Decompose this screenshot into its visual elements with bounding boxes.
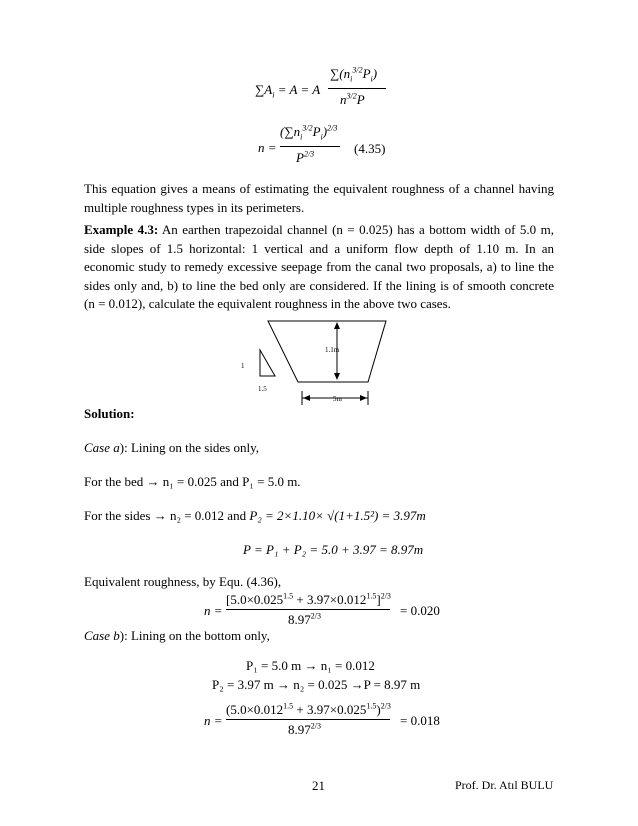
eq1-num-sup: 3/2 [352, 65, 363, 75]
eq-b-den-sup: 2/3 [310, 721, 321, 731]
equivalent-roughness-line: Equivalent roughness, by Equ. (4.36), [84, 574, 282, 589]
eq-a-denominator [288, 612, 321, 628]
eq-b-den: 8.97 [288, 722, 311, 737]
eq-b-mid: + 3.97×0.025 [293, 702, 367, 717]
slope-horizontal-label: 1.5 [258, 385, 267, 393]
eq-a-close: ] [376, 592, 381, 607]
eq-b-exp: 2/3 [380, 701, 391, 711]
eq1-num-psub: i [370, 74, 373, 84]
eq1-num-open: ∑(n [330, 66, 351, 81]
case-b-line [84, 628, 270, 644]
slope-vertical-label: 1 [241, 362, 245, 370]
eq2-fraction-bar [280, 146, 340, 147]
eq2-num-sub: i [300, 132, 303, 142]
eq-b-denominator [288, 722, 321, 738]
eq-a-den: 8.97 [288, 612, 311, 627]
eq2-num-psub: i [320, 132, 323, 142]
eq1-num-close: ) [372, 66, 378, 81]
solution-heading: Solution: [84, 406, 135, 421]
page-number: 21 [312, 778, 325, 793]
eq2-num-sup: 3/2 [302, 123, 313, 133]
eq-b-numerator [226, 702, 391, 718]
eq-a-result: = 0.020 [400, 603, 440, 618]
eq1-mid: = A = A [277, 82, 321, 97]
case-b-line1: P₁ = 5.0 m → n₁ = 0.012 [246, 658, 375, 673]
eq-b-lhs: n = [204, 713, 223, 728]
case-b-rest: ): Lining on the bottom only, [119, 628, 270, 643]
depth-arrow-head-bottom [334, 373, 340, 380]
paragraph-intro: This equation gives a means of estimating the equivalent roughness of a channel having multiple roughness types in its perimeters. [84, 181, 554, 215]
eq1-num-sub: i [350, 74, 353, 84]
eq-a-num: [5.0×0.025 [226, 592, 284, 607]
case-a-rest: ): Lining on the sides only, [119, 440, 260, 455]
eq-a-den-sup: 2/3 [310, 611, 321, 621]
eq-b-result: = 0.018 [400, 713, 440, 728]
sides-line [84, 508, 426, 524]
eq2-lhs: n = [258, 140, 277, 155]
eq1-lhs-sub: i [272, 90, 275, 100]
eq2-num-p: P [312, 124, 321, 139]
paragraph-example [84, 221, 554, 314]
eq1-denominator [340, 92, 365, 108]
eq2-num-open: (∑n [280, 124, 301, 139]
depth-arrow-head-top [334, 322, 340, 329]
eq1-lhs: ∑A [255, 82, 273, 97]
eq1-num-p: P [362, 66, 371, 81]
eq1-fraction-bar [328, 88, 386, 89]
eq2-den: P [296, 150, 304, 165]
example-body: An earthen trapezoidal channel (n = 0.025) has a bottom width of 5.0 m, side slopes of 1.5 horizontal: 1 vertical and a uniform flow depth of 1.10 m. In an economic study to remedy excessive seepage from the canal two proposals, a) to line the sides only and, b) to line the bed only are considered. If the lining is of smooth concrete (n = 0.012), calculate the equivalent roughness in the above two cases. [84, 222, 554, 311]
equation-number-4-35: (4.35) [354, 141, 386, 156]
slope-triangle [260, 350, 275, 376]
example-label: Example 4.3: [84, 222, 159, 237]
width-arrow-head-right [360, 395, 367, 401]
eq-a-mid: + 3.97×0.012 [293, 592, 367, 607]
case-a-label: Case a [84, 440, 120, 455]
eq2-denominator [296, 150, 314, 166]
equation-area-sum [255, 82, 320, 98]
case-b-label: Case b [84, 628, 120, 643]
eq-a-e2: 1.5 [366, 591, 377, 601]
sides-equation: P₂ = 2×1.10× √(1+1.5²) = 3.97m [249, 508, 426, 523]
eq1-den: n [340, 92, 347, 107]
eq2-num-close: ) [322, 124, 328, 139]
eq-a-exp: 2/3 [380, 591, 391, 601]
eq-a-numerator [226, 592, 391, 608]
bed-line: For the bed → n₁ = 0.025 and P₁ = 5.0 m. [84, 474, 301, 489]
depth-label: 1.1m [325, 346, 340, 354]
eq2-num-exp: 2/3 [327, 123, 338, 133]
width-label: 5m [333, 395, 342, 403]
eq-b-close: ) [376, 702, 381, 717]
eq-b-e1: 1.5 [283, 701, 294, 711]
sides-pre: For the sides → n₂ = 0.012 and [84, 508, 247, 523]
trapezoidal-channel-figure [230, 318, 400, 412]
eq-a-lhs: n = [204, 603, 223, 618]
eq-b-fraction-bar [226, 719, 390, 720]
case-a-line [84, 440, 259, 456]
eq1-den-p: P [356, 92, 365, 107]
eq-a-fraction-bar [226, 609, 390, 610]
eq-a-e1: 1.5 [283, 591, 294, 601]
eq-b-num: (5.0×0.012 [226, 702, 284, 717]
width-arrow-head-left [303, 395, 310, 401]
footer-author: Prof. Dr. Atıl BULU [455, 778, 554, 792]
perimeter-sum: P = P₁ + P₂ = 5.0 + 3.97 = 8.97m [243, 542, 424, 557]
eq2-den-sup: 2/3 [303, 149, 315, 159]
eq-b-e2: 1.5 [366, 701, 377, 711]
eq1-numerator [330, 66, 377, 82]
case-b-line2: P₂ = 3.97 m → n₂ = 0.025 →P = 8.97 m [212, 677, 421, 692]
eq1-den-sup: 3/2 [346, 91, 357, 101]
eq2-numerator [280, 124, 337, 140]
